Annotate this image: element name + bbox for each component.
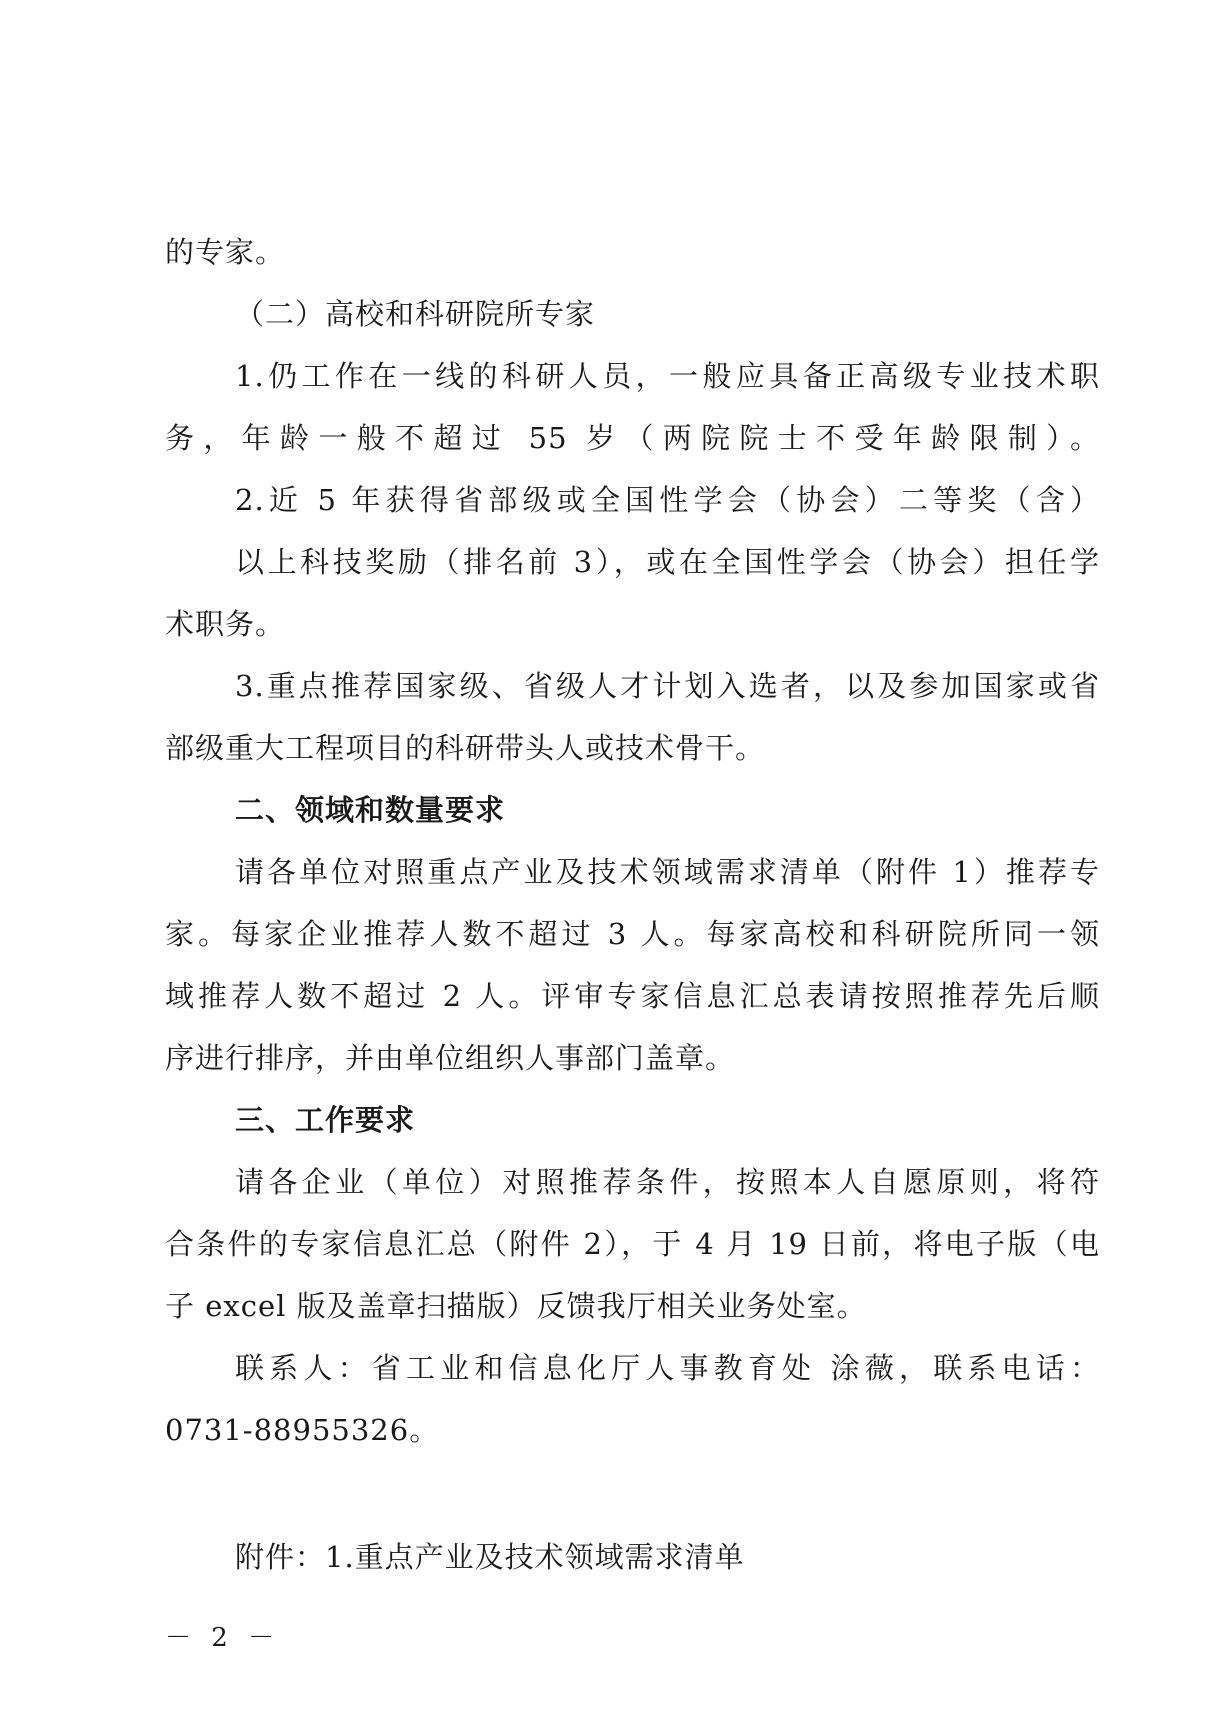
text-line: 的专家。 [165, 235, 286, 269]
text-line: 1.仍工作在一线的科研人员，一般应具备正高级专业技术职 [235, 359, 1100, 393]
text-line: 子 excel 版及盖章扫描版）反馈我厅相关业务处室。 [165, 1289, 867, 1323]
section-heading: 二、领域和数量要求 [235, 793, 506, 827]
section-heading: 三、工作要求 [235, 1103, 416, 1137]
text-line: 域推荐人数不超过 2 人。评审专家信息汇总表请按照推荐先后顺 [165, 979, 1100, 1013]
text-line: 请各企业（单位）对照推荐条件，按照本人自愿原则，将符 [235, 1165, 1100, 1199]
text-line: 家。每家企业推荐人数不超过 3 人。每家高校和科研院所同一领 [165, 917, 1100, 951]
text-line: 请各单位对照重点产业及技术领域需求清单（附件 1）推荐专 [235, 855, 1100, 889]
text-line: 序进行排序，并由单位组织人事部门盖章。 [165, 1041, 736, 1075]
contact-line: 联系人：省工业和信息化厅人事教育处 涂薇，联系电话： [235, 1351, 1100, 1385]
text-line: 以上科技奖励（排名前 3），或在全国性学会（协会）担任学 [235, 545, 1100, 579]
text-line: 术职务。 [165, 607, 286, 641]
text-line: 3.重点推荐国家级、省级人才计划入选者，以及参加国家或省 [235, 669, 1100, 703]
text-line: 合条件的专家信息汇总（附件 2），于 4 月 19 日前，将电子版（电 [165, 1227, 1100, 1261]
page-number: － 2 － [165, 1623, 281, 1653]
subsection-heading: （二）高校和科研院所专家 [235, 297, 596, 331]
attachment-line: 附件：1.重点产业及技术领域需求清单 [235, 1540, 745, 1574]
text-line: 务，年龄一般不超过 55 岁（两院院士不受年龄限制）。 [165, 421, 1100, 455]
contact-phone: 0731-88955326。 [165, 1413, 440, 1447]
text-line: 部级重大工程项目的科研带头人或技术骨干。 [165, 731, 766, 765]
text-line: 2.近 5 年获得省部级或全国性学会（协会）二等奖（含） [235, 483, 1100, 517]
